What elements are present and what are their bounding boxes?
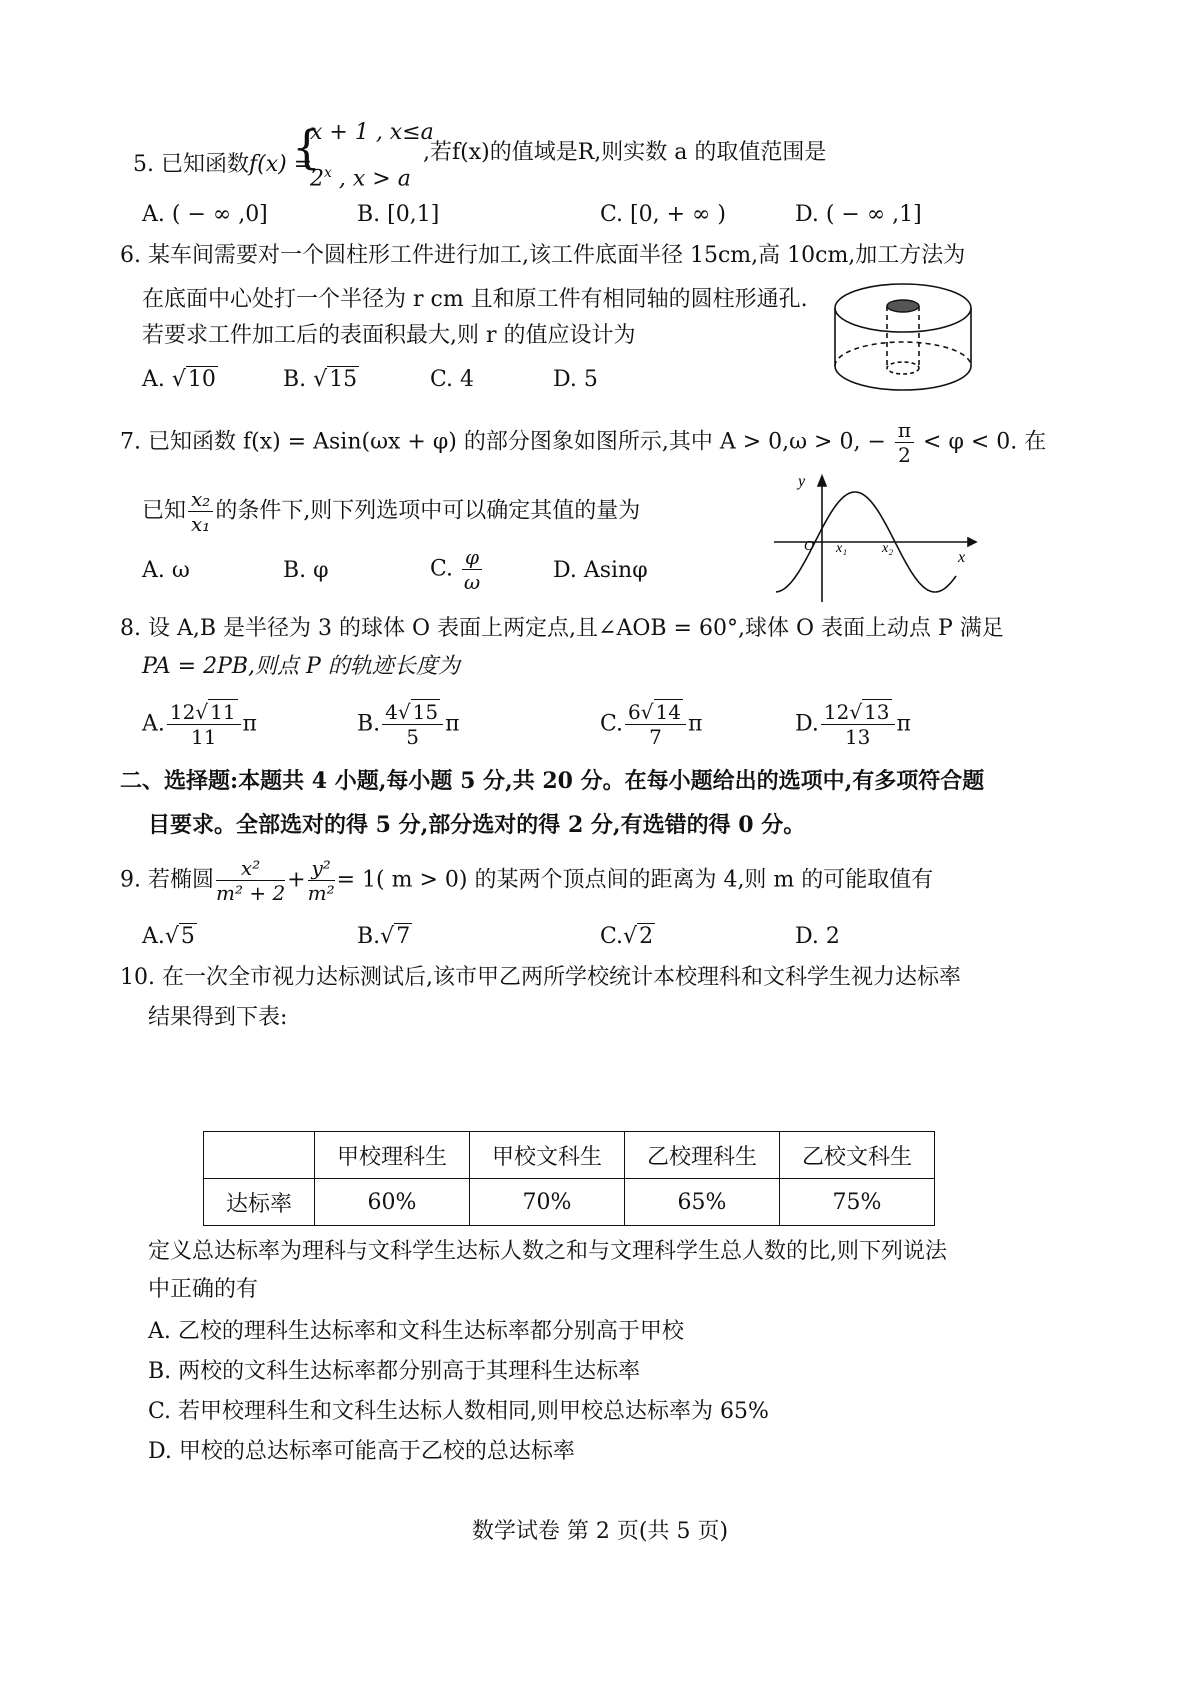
q6-option-a-label: A. (142, 367, 165, 392)
q6-line3: 若要求工件加工后的表面积最大,则 r 的值应设计为 (142, 323, 636, 348)
table-row (204, 1179, 935, 1226)
q8-option-b (357, 700, 460, 749)
q10-option-b: B. 两校的文科生达标率都分别高于其理科生达标率 (148, 1359, 641, 1384)
q6-option-b-label: B. (283, 367, 307, 392)
q8-option-d-den: 13 (844, 725, 871, 749)
q8-option-b-pi: π (445, 711, 460, 737)
q5-brace: { (292, 120, 322, 174)
table-cell: 65% (625, 1179, 780, 1226)
q8-line1: 8. 设 A,B 是半径为 3 的球体 O 表面上两定点,且∠AOB = 60°,球体 O 表面上动点 P 满足 (120, 616, 1004, 641)
q9-option-b-label: B. (357, 924, 381, 949)
q6-option-a: A. √10 (142, 367, 216, 392)
q8-option-a-coef: 12 (169, 700, 196, 724)
q9-frac2-den: m² (307, 881, 335, 905)
q7-pi-over-2 (895, 418, 914, 467)
sine-graph-figure (770, 470, 980, 610)
q7-line1 (120, 418, 1046, 467)
q9-stem (120, 856, 933, 905)
table-header-cell: 甲校理科生 (315, 1132, 470, 1179)
q5-case2-exp: x (324, 165, 332, 181)
q6-option-b: B. √15 (283, 367, 358, 392)
q6-option-a-radicand: 10 (187, 367, 216, 392)
graph-x2-label: x₂ (882, 541, 894, 556)
q8-option-b-den: 5 (406, 725, 419, 749)
q5-number: 5. (133, 152, 154, 177)
q6-line1: 6. 某车间需要对一个圆柱形工件进行加工,该工件底面半径 15cm,高 10cm,加工方法为 (120, 243, 966, 268)
q7-option-b: B. φ (283, 558, 329, 583)
table-cell: 75% (780, 1179, 935, 1226)
q9-post: = 1( m > 0) 的某两个顶点间的距离为 4,则 m 的可能取值有 (336, 867, 934, 893)
cylinder-figure (832, 280, 974, 396)
q7-pi-num: π (895, 418, 914, 443)
table-cell: 60% (315, 1179, 470, 1226)
q5-option-d: D. ( − ∞ ,1] (795, 202, 922, 227)
q5-stem (133, 150, 312, 180)
q10-line2: 结果得到下表: (148, 1005, 288, 1030)
q8-option-a-rad: 11 (210, 700, 236, 724)
q8-option-c-coef: 6 (628, 700, 641, 724)
q8-option-a-label: A. (142, 711, 165, 737)
q8-option-a-den: 11 (190, 725, 217, 749)
q9-pre: 9. 若椭圆 (120, 867, 214, 893)
q7-line1-post: < φ < 0. 在 (923, 429, 1047, 455)
graph-y-label: y (798, 473, 806, 490)
q7-line2-pre: 已知 (142, 498, 187, 524)
q9-option-a-rad: 5 (180, 924, 195, 949)
q8-option-a (142, 700, 257, 749)
q10-line1: 10. 在一次全市视力达标测试后,该市甲乙两所学校统计本校理科和文科学生视力达标率 (120, 965, 961, 990)
q8-option-c-den: 7 (649, 725, 662, 749)
table-header-cell: 乙校理科生 (625, 1132, 780, 1179)
q5-fx: f(x) = (249, 152, 313, 177)
q8-line2: PA = 2PB,则点 P 的轨迹长度为 (142, 654, 460, 679)
q8-option-b-label: B. (357, 711, 381, 737)
q7-option-c-den: ω (463, 570, 481, 594)
q8-option-c-frac: $\frac{6√ 14}{7}$ (625, 700, 686, 749)
q9-option-c: C.√2 (600, 924, 654, 949)
table-cell: 70% (470, 1179, 625, 1226)
q8-option-d-frac: $\frac{12√ 13}{13}$ (821, 700, 895, 749)
q8-option-c-rad: 14 (655, 700, 681, 724)
q5-case2-rest: , x > a (331, 166, 411, 192)
table-header-row (204, 1132, 935, 1179)
q8-option-b-rad: 15 (412, 700, 439, 724)
graph-x1-label: x₁ (836, 541, 848, 556)
q5-option-a: A. ( − ∞ ,0] (142, 202, 268, 227)
table-cell: 达标率 (204, 1179, 315, 1226)
q8-option-d-label: D. (795, 711, 819, 737)
graph-origin-label: O (804, 539, 815, 554)
rate-table (203, 1131, 935, 1226)
q5-case2 (310, 158, 411, 194)
q10-line4: 中正确的有 (148, 1277, 259, 1302)
q8-option-a-frac: $\frac{12√ 11}{11}$ (167, 700, 241, 749)
q8-option-d (795, 700, 911, 749)
section2-heading-line2: 目要求。全部选对的得 5 分,部分选对的得 2 分,有选错的得 0 分。 (148, 812, 806, 838)
q7-line2-post: 的条件下,则下列选项中可以确定其值的量为 (215, 498, 641, 524)
q7-pi-den: 2 (898, 443, 911, 467)
table-header-cell: 乙校文科生 (780, 1132, 935, 1179)
q5-case1: x + 1 , x≤a (310, 120, 434, 145)
q8-option-d-coef: 12 (823, 700, 850, 724)
q6-option-c: C. 4 (430, 367, 475, 392)
q5-option-c: C. [0, + ∞ ) (600, 202, 726, 227)
q10-line3: 定义总达标率为理科与文科学生达标人数之和与文理科学生总人数的比,则下列说法 (148, 1239, 947, 1264)
q9-frac1-den: m² + 2 (215, 881, 286, 905)
q9-option-b-rad: 7 (396, 924, 411, 949)
q5-pre: 已知函数 (161, 152, 250, 177)
q7-option-c (430, 545, 484, 594)
q8-option-c (600, 700, 702, 749)
q9-frac1 (216, 856, 285, 905)
q7-option-c-num: φ (462, 545, 482, 570)
q8-option-b-frac: $\frac{4√ 15}{5}$ (382, 700, 443, 749)
q5-post: ,若f(x)的值域是R,则实数 a 的取值范围是 (423, 140, 827, 165)
q9-frac1-num: x² (216, 856, 285, 881)
q9-frac2 (308, 856, 335, 905)
page-footer: 数学试卷 第 2 页(共 5 页) (471, 1519, 729, 1544)
q9-option-c-label: C. (600, 924, 624, 949)
q10-option-c: C. 若甲校理科生和文科生达标人数相同,则甲校总达标率为 65% (148, 1399, 769, 1424)
q8-option-c-pi: π (687, 711, 703, 737)
q7-line2 (142, 487, 640, 536)
q7-frac-den: x₁ (191, 512, 211, 536)
q7-frac-num: x₂ (188, 487, 213, 512)
q9-option-d: D. 2 (795, 924, 840, 949)
q6-option-b-radicand: 15 (329, 367, 358, 392)
q7-option-a: A. ω (142, 558, 190, 583)
q10-option-d: D. 甲校的总达标率可能高于乙校的总达标率 (148, 1439, 575, 1464)
q7-option-c-frac (462, 545, 482, 594)
graph-x-label: x (958, 549, 966, 566)
q7-line1-pre: 7. 已知函数 f(x) = Asin(ωx + φ) 的部分图象如图所示,其中 A > 0,ω > 0, − (120, 429, 886, 455)
q6-option-d: D. 5 (553, 367, 598, 392)
q5-case2-base: 2 (310, 166, 324, 192)
q9-option-c-rad: 2 (639, 924, 654, 949)
q8-option-d-rad: 13 (864, 700, 890, 724)
table-header-cell: 甲校文科生 (470, 1132, 625, 1179)
table-header-cell (204, 1132, 315, 1179)
q5-piecewise (292, 118, 434, 192)
q7-x2-over-x1 (188, 487, 213, 536)
q10-option-a: A. 乙校的理科生达标率和文科生达标率都分别高于甲校 (148, 1319, 684, 1344)
q8-option-d-pi: π (896, 711, 911, 737)
q9-plus: + (287, 867, 306, 893)
q5-option-b: B. [0,1] (357, 202, 440, 227)
section2-heading-line1: 二、选择题:本题共 4 小题,每小题 5 分,共 20 分。在每小题给出的选项中,有多项符合题 (120, 768, 985, 794)
q8-option-b-coef: 4 (385, 700, 398, 724)
q9-option-a-label: A. (142, 924, 165, 949)
q9-option-b: B.√7 (357, 924, 411, 949)
q9-frac2-num: y² (308, 856, 335, 881)
q7-option-c-label: C. (430, 556, 454, 582)
q8-option-a-pi: π (242, 711, 258, 737)
q6-line2: 在底面中心处打一个半径为 r cm 且和原工件有相同轴的圆柱形通孔. (142, 287, 808, 312)
q7-option-d: D. Asinφ (553, 558, 648, 583)
q8-option-c-label: C. (600, 711, 624, 737)
q9-option-a: A.√5 (142, 924, 195, 949)
